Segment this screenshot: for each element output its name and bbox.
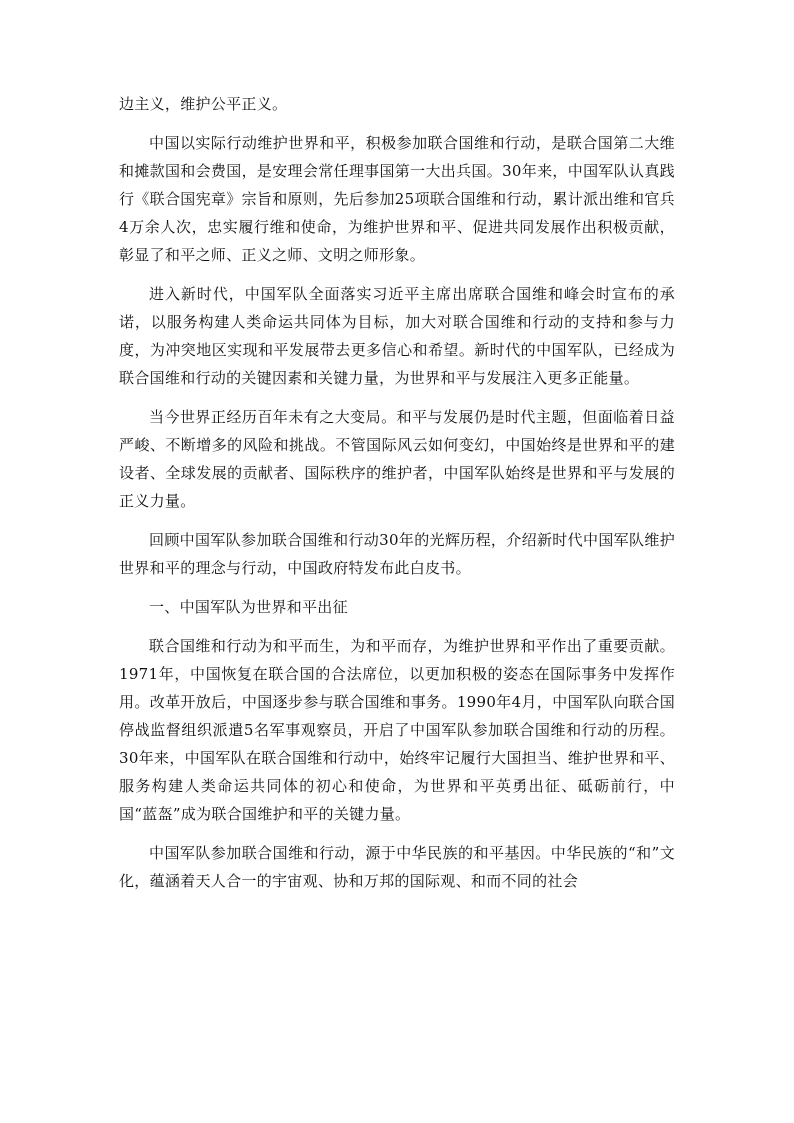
document-page: [119, 90, 675, 895]
paragraph-peace-gene: 中国军队参加联合国维和行动，源于中华民族的和平基因。中华民族的“和”文化，蕴涵着天人合一的宇宙观、协和万邦的国际观、和而不同的社会: [119, 844, 675, 890]
paragraph-history: 联合国维和行动为和平而生，为和平而存，为维护世界和平作出了重要贡献。1971年，中国恢复在联合国的合法席位，以更加积极的姿态在国际事务中发挥作用。改革开放后，中国逐步参与联合国维和事务。1990年4月，中国军队向联合国停战监督组织派遣5名军事观察员，开启了中国军队参加联合国维和行动的历程。30年来，中国军队在联合国维和行动中，始终牢记履行大国担当、维护世界和平、服务构建人类命运共同体的初心和使命，为世界和平英勇出征、砥砺前行，中国“蓝盔”成为联合国维护和平的关键力量。: [119, 637, 675, 823]
paragraph-world-changes: 当今世界正经历百年未有之大变局。和平与发展仍是时代主题，但面临着日益严峻、不断增多的风险和挑战。不管国际风云如何变幻，中国始终是世界和平的建设者、全球发展的贡献者、国际秩序的维护者，中国军队始终是世界和平与发展的正义力量。: [119, 408, 675, 510]
paragraph-peacekeeping-contribution: 中国以实际行动维护世界和平，积极参加联合国维和行动，是联合国第二大维和摊款国和会费国，是安理会常任理事国第一大出兵国。30年来，中国军队认真践行《联合国宪章》宗旨和原则，先后参加25项联合国维和行动，累计派出维和官兵4万余人次，忠实履行维和使命，为维护世界和平、促进共同发展作出积极贡献，彰显了和平之师、正义之师、文明之师形象。: [119, 134, 675, 264]
paragraph-new-era: 进入新时代，中国军队全面落实习近平主席出席联合国维和峰会时宣布的承诺，以服务构建人类命运共同体为目标，加大对联合国维和行动的支持和参与力度，为冲突地区实现和平发展带去更多信心和希望。新时代的中国军队，已经成为联合国维和行动的关键因素和关键力量，为世界和平与发展注入更多正能量。: [119, 285, 675, 387]
section-heading: 一、中国军队为世界和平出征: [149, 598, 348, 616]
paragraph-continuation: 边主义，维护公平正义。: [119, 95, 288, 113]
paragraph-white-paper-purpose: 回顾中国军队参加联合国维和行动30年的光辉历程，介绍新时代中国军队维护世界和平的理念与行动，中国政府特发布此白皮书。: [119, 531, 675, 577]
